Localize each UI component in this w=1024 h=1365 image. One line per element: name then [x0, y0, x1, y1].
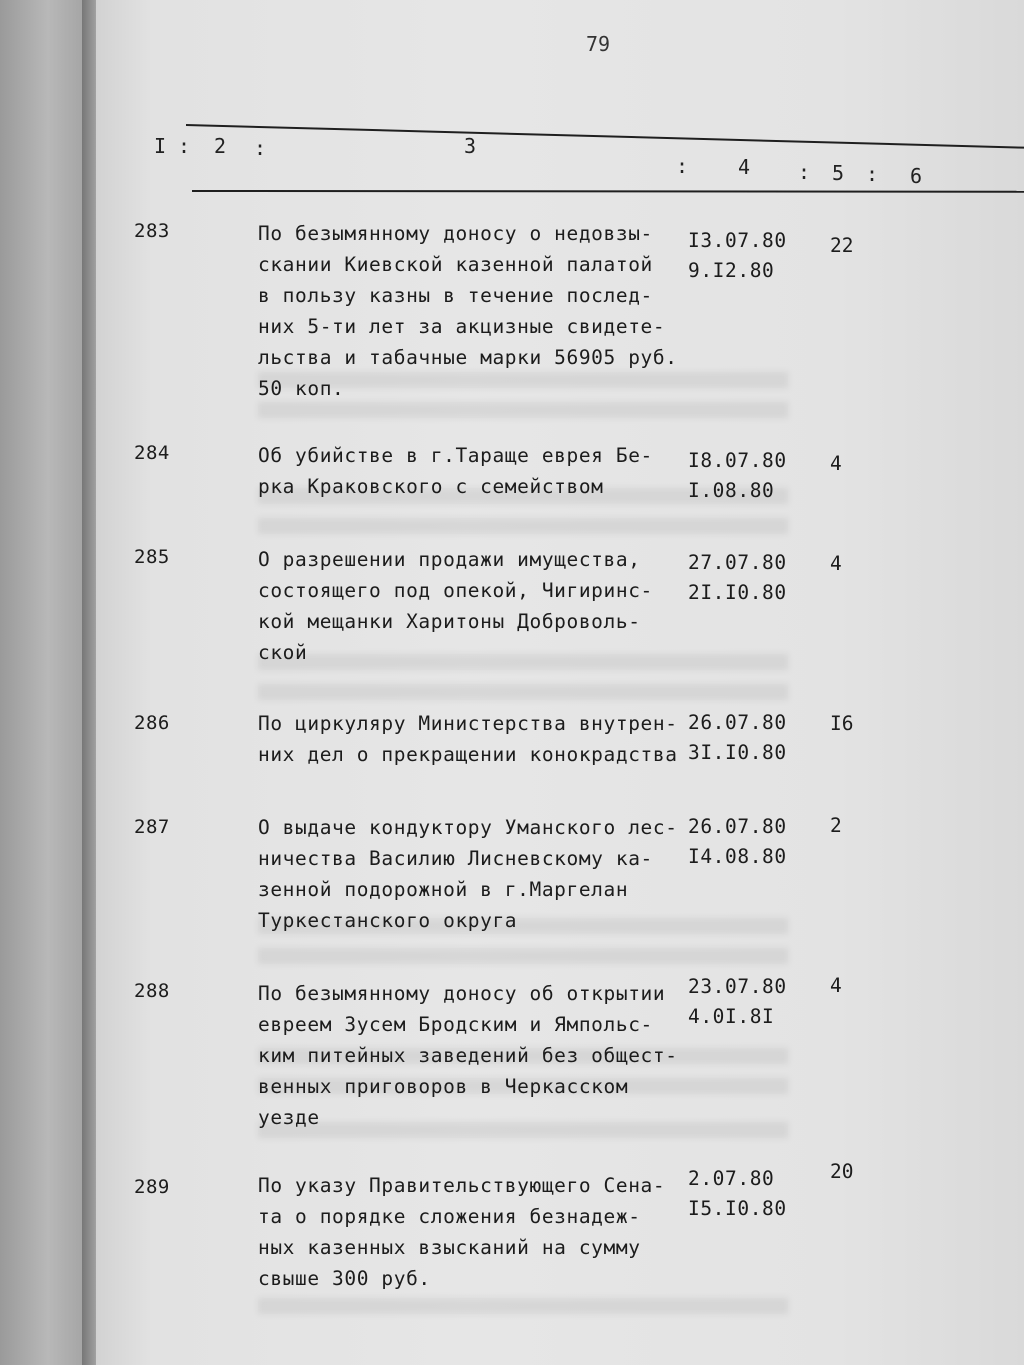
header-rule-top: [186, 124, 1024, 151]
case-number: 284: [134, 442, 170, 464]
date-end: I5.I0.80: [688, 1197, 787, 1220]
show-through-line: [258, 518, 788, 534]
sheet-count: 4: [830, 974, 842, 997]
date-end: 4.0I.8I: [688, 1005, 775, 1028]
sheet-count: 22: [830, 234, 854, 257]
col-header-3: 3: [464, 134, 477, 158]
case-number: 287: [134, 816, 170, 838]
show-through-line: [258, 1298, 788, 1314]
date-end: 9.I2.80: [688, 259, 775, 282]
sheet-count: 2: [830, 814, 842, 837]
case-number: 286: [134, 712, 170, 734]
page-number: 79: [586, 32, 611, 56]
case-description: О разрешении продажи имущества, состоящего под опекой, Чигиринс- кой мещанки Харитоны Доброволь- ской: [258, 548, 653, 664]
case-number: 285: [134, 546, 170, 568]
col-header-5: 5: [832, 161, 845, 185]
case-description: По безымянному доносу об открытии евреем Зусем Бродским и Ямпольс- ким питейных заведений без общест- венных приговоров в Черкасском уезде: [258, 982, 678, 1129]
date-start: 27.07.80: [688, 551, 787, 574]
col-header-2: 2: [214, 134, 227, 158]
case-description: По циркуляру Министерства внутрен- них дел о прекращении конокрадства: [258, 712, 678, 766]
show-through-line: [258, 948, 788, 964]
document-page: [96, 0, 1024, 1365]
case-number: 283: [134, 220, 170, 242]
case-description: О выдаче кондуктору Уманского лес- ничества Василию Лисневскому ка- зенной подорожной в г.Маргелан Туркестанского округа: [258, 816, 678, 932]
col-header-sep: :: [676, 154, 689, 178]
date-end: 2I.I0.80: [688, 581, 787, 604]
col-header-sep: :: [178, 134, 191, 158]
sheet-count: 4: [830, 452, 842, 475]
header-rule-bottom: [192, 190, 1024, 193]
case-description: По безымянному доносу о недовзы- скании Киевской казенной палатой в пользу казны в течение послед- них 5-ти лет за акцизные свидете- льства и табачные марки 56905 руб. 50 коп.: [258, 222, 678, 400]
col-header-sep: :: [798, 160, 811, 184]
col-header-6: 6: [910, 164, 923, 188]
date-start: 26.07.80: [688, 711, 787, 734]
date-end: I.08.80: [688, 479, 775, 502]
case-description: Об убийстве в г.Таращe еврея Бе- рка Краковского с семейством: [258, 444, 653, 498]
date-start: 2.07.80: [688, 1167, 775, 1190]
show-through-line: [258, 684, 788, 700]
date-start: 23.07.80: [688, 975, 787, 998]
date-end: 3I.I0.80: [688, 741, 787, 764]
sheet-count: I6: [830, 712, 854, 735]
case-number: 289: [134, 1176, 170, 1198]
col-header-sep: :: [866, 162, 879, 186]
sheet-count: 4: [830, 552, 842, 575]
date-start: 26.07.80: [688, 815, 787, 838]
col-header-4: 4: [738, 155, 751, 179]
case-description: По указу Правительствующего Сена- та о порядке сложения безнадеж- ных казенных взысканий на сумму свыше 300 руб.: [258, 1174, 666, 1290]
col-header-1: I: [154, 134, 167, 158]
col-header-sep: :: [254, 136, 267, 160]
date-start: I8.07.80: [688, 449, 787, 472]
date-start: I3.07.80: [688, 229, 787, 252]
date-end: I4.08.80: [688, 845, 787, 868]
sheet-count: 20: [830, 1160, 854, 1183]
show-through-line: [258, 402, 788, 418]
case-number: 288: [134, 980, 170, 1002]
